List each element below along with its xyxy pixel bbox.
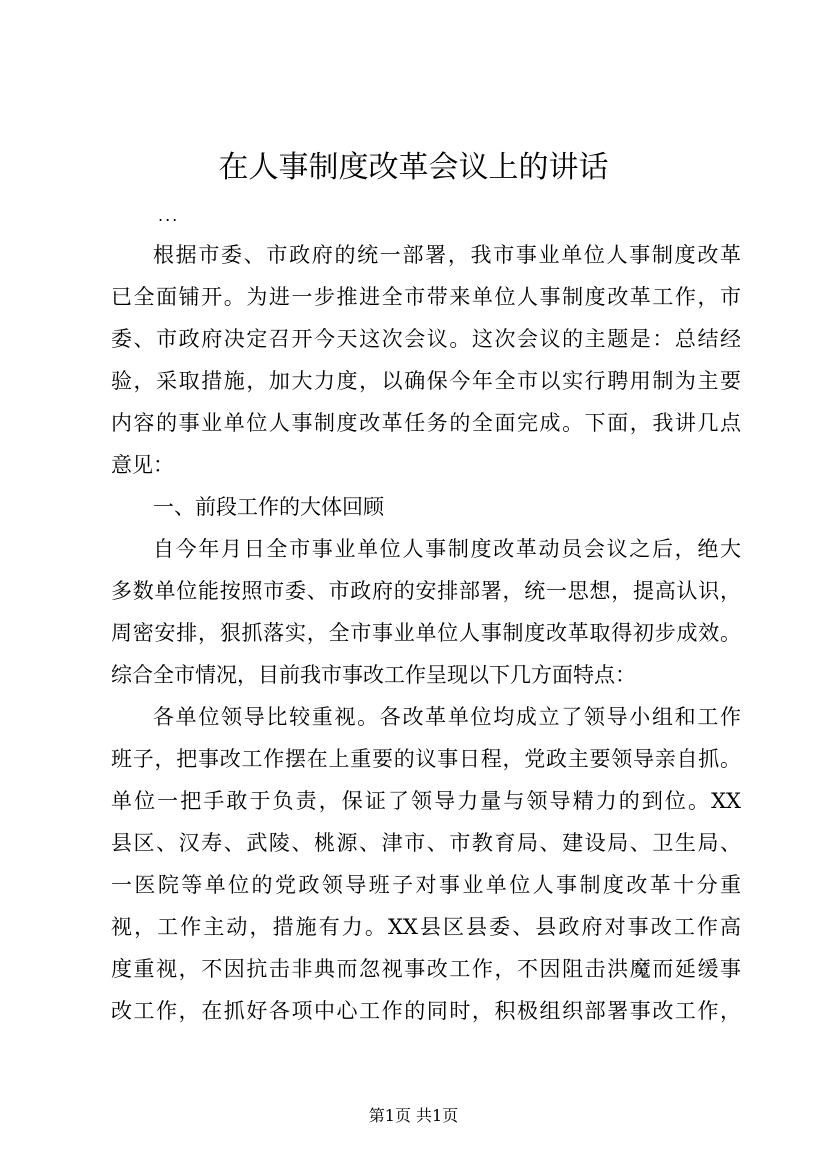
body-line: 班子，把事改工作摆在上重要的议事日程，党政主要领导亲自抓。 — [111, 747, 741, 771]
ellipsis-marker: ... — [158, 206, 180, 225]
body-line: 已全面铺开。为进一步推进全市带来单位人事制度改革工作，市 — [111, 285, 741, 309]
body-line: 周密安排，狠抓落实，全市事业单位人事制度改革取得初步成效。 — [111, 621, 741, 645]
section-heading: 一、前段工作的大体回顾 — [153, 495, 384, 519]
body-line: 验，采取措施，加大力度，以确保今年全市以实行聘用制为主要 — [111, 369, 741, 393]
body-line: 改工作，在抓好各项中心工作的同时，积极组织部署事改工作， — [111, 999, 741, 1023]
document-title: 在人事制度改革会议上的讲话 — [218, 150, 609, 185]
body-line: 视，工作主动，措施有力。XX县区县委、县政府对事改工作高 — [111, 915, 741, 939]
body-line: 县区、汉寿、武陵、桃源、津市、市教育局、建设局、卫生局、 — [111, 831, 741, 855]
body-line: 一医院等单位的党政领导班子对事业单位人事制度改革十分重 — [111, 873, 741, 897]
body-line: 多数单位能按照市委、市政府的安排部署，统一思想，提高认识， — [111, 579, 741, 603]
body-line: 综合全市情况，目前我市事改工作呈现以下几方面特点： — [111, 663, 636, 687]
body-line: 委、市政府决定召开今天这次会议。这次会议的主题是：总结经 — [111, 327, 741, 351]
page-footer: 第1页 共1页 — [368, 1106, 459, 1125]
body-line: 内容的事业单位人事制度改革任务的全面完成。下面，我讲几点 — [111, 411, 741, 435]
body-line: 意见： — [111, 453, 174, 477]
body-line: 自今年月日全市事业单位人事制度改革动员会议之后，绝大 — [153, 537, 741, 561]
body-line: 度重视，不因抗击非典而忽视事改工作，不因阻击洪魔而延缓事 — [111, 957, 741, 981]
body-line: 单位一把手敢于负责，保证了领导力量与领导精力的到位。XX — [111, 789, 741, 813]
body-line: 根据市委、市政府的统一部署，我市事业单位人事制度改革 — [153, 243, 741, 267]
body-line: 各单位领导比较重视。各改革单位均成立了领导小组和工作 — [153, 705, 741, 729]
